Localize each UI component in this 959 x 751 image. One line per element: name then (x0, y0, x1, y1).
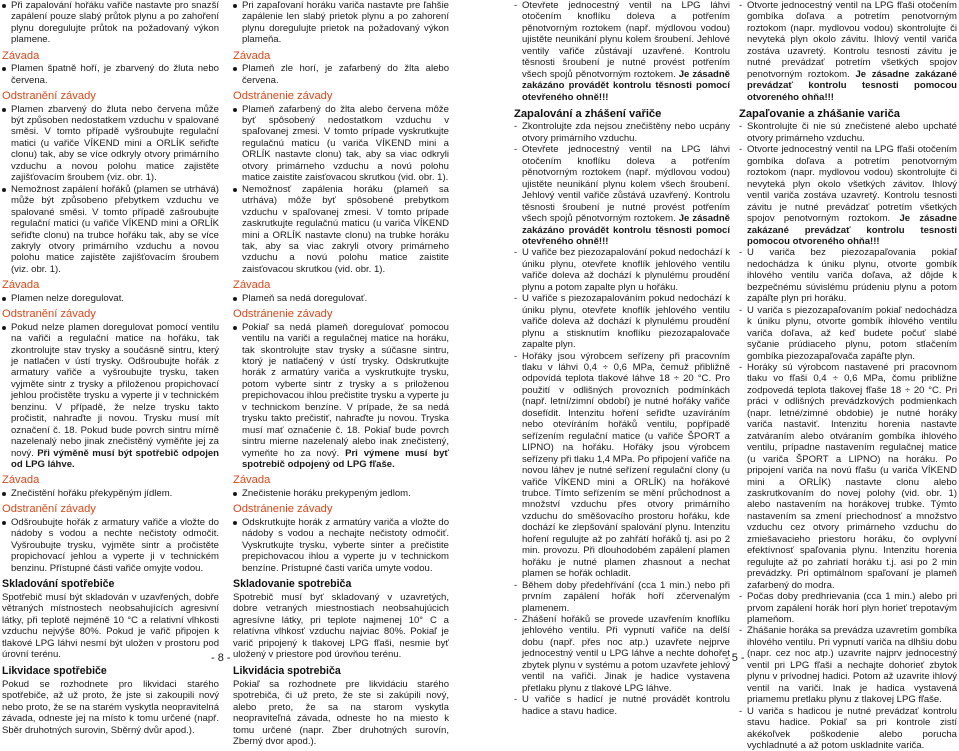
dash-item-no-piezo: - U variča bez piezozapaľovania pokiaľ nedochádza k úniku plynu, otvorte gombík ihlového ventilu variča doľava, až dôjde k bezpečnému súvislému prúdeniu plynu a potom zapáľte plyn pri horáku. (739, 247, 957, 305)
dash-item-hose-check: - U variča s hadicou je nutné prevádzať kontrolu stavu hadice. Pokiaľ sa pri kontrole zistí akékoľvek poškodenie alebo porucha vychladnuté a až potom uskladnite variča. (739, 705, 957, 751)
heading-disposal: Likvidácia spotrebiča (233, 664, 341, 677)
dash-item-leak-check: - Otevřete jednocestný ventil na LPG láhvi otočením knoflíku doleva a potřením pěnotvorným roztokem (např. mýdlovou vodou) ujistěte neunikání plynu kolem šroubení. Jehlové ventily vařiče zůstávají uzavřené. Kontrolu těsnosti šroubení je nutné provést potřením všech spojů pěnotvorným roztokem. Je zásadně zakázáno provádět kontrolu těsnosti pomocí otevřeného ohně!!! (514, 0, 730, 103)
dash-item-extinguish: - Zhášanie horáka sa prevádza uzavretím gombíka ihlového ventilu. Pri vypnutí variča na dlhšiu dobu (napr. cez noc atp.) uzavrite najprv jednocestný ventil pri LPG fľaši a nechajte dohorieť zbytok plynu v prívodnej hadici. Potom až uzavrite ihlový ventil na variči. Inak je hadica vystavená priamemu pretlaku plynu z tlakovej LPG fľaše. (739, 625, 957, 706)
dash-item-open-valve: - Otvorte jednocestný ventil na LPG fľaši otočením gombíka doľava a potretím penotvorným roztokom (napr. mydlovou vodou) skontrolujte či nevyteká plyn okolo všetkých závitov. Ihlový ventil variča zostáva uzavretý. Kontrolu tesnosti závitu je nutné prevádzať potretím všetkých spojov penotvorným roztokom. Je zásadne zakázané prevádzať kontrolu tesnosti pomocou otvoreného ohňa!!! (739, 144, 957, 248)
dash-item-burner-settings: - Horáky sú výrobcom nastavené pri pracovnom tlaku vo fľaši 0,4 ÷ 0,6 MPa, čomu približne zodpovedá teplota tlakovej fľaše 18 ÷ 20 °C. Pri práci v odlišných prevádzkových podmienkach (napr. letné/zimné obdobie) je nutné horáky variča nastaviť. Intenzitu horenia nastavte zatváraním alebo otváraním gombíka ihlového ventilu, prípadne nastavením regulačnej matice (u variča ŠPORT a LIPNO) na horáku. Po pripojení variča na novú fľašu (u variča VÍKEND mini a ORLÍK) nastavte clonu alebo zaskrutkovaním do novej polohy (vid. obr. 1) alebo nastavením na horákovej trubke. Týmto nastavením sa zmení priechodnosť a množstvo vzduchu cez otvory primárneho vzduchu do zmiešavacieho priestoru horáku, čo ovplyvní efektívnosť spaľovania plynu. Intenzitu horenia regulujte až po zahriatí horáku t.j. asi po 2 min prevádzky. Pri optimálnom spaľovaní je plameň zafarbený do modra. (739, 362, 957, 591)
heading-fault-fix: Odstránenie závady (233, 308, 333, 321)
dash-item-burner-settings: - Hořáky jsou výrobcem seřízeny při pracovním tlaku v láhvi 0,4 ÷ 0,6 MPa, čemuž přibližně odpovídá teplota tlakové láhve 18 ÷ 20 °C. Pro použití v odlišných provozních podmínkách (např. letní/zimní období) je nutné hořáky vařiče dosefídit. Intenzitu hoření seřiďte uzavíráním nebo otevíráním hořáků ventilu, popřípadě seřízením regulační matice (u vařiče ŠPORT a LIPNO) na hořáku. Hořáky jsou výrobcem seřízeny při tlaku 1,4 MPa. Po připojení vařiče na novou láhev je nutné seřízení regulační clony (u vařiče VÍKEND mini a ORLÍK) na hořákové trubce. Tímto seřízením se mění průchodnost a množství vzduchu přes otvory primárního vzduchu do směšovacího prostoru hořáku, kde dochází ke zlepšování spalování plynu. Intenzitu hoření regulujte až po zahřátí hořáků tj. asi po 2 min. provozu. Při dlouhodobém zapálení plamen hořáku je nutné plamen zhasnout a nechat plamen se hořák ochladit. (514, 350, 731, 580)
bullet-fault-flame: Plameň zle horí, je zafarbený do žlta alebo červena. (233, 63, 449, 86)
heading-fault-fix: Odstranění závady (2, 503, 96, 516)
bullet-fault-dirty-burner: Znečistenie horáku prekypeným jedlom. (233, 488, 449, 499)
bullet-fix-flame-colour: Plamen zbarvený do žluta nebo červena může být způsoben nedostatkem vzduchu v spalované směsi. V tomto případě vyšroubujte regulační matici (u vařiče VÍKEND mini a ORLÍK seřiďte clonu) tak, aby se více odkryly otvory primárního vzduchu a novou polohu matice zajistěte zajišťovacím šroubem (viz. obr. 1). (2, 104, 219, 184)
heading-ignition: Zapalování a zhášení vařiče (514, 108, 662, 121)
heading-fault: Závada (233, 279, 271, 292)
heading-fault-fix: Odstranění závady (2, 308, 96, 321)
dash-item-check-openings: - Zkontrolujte zda nejsou znečištěny nebo ucpány otvory primárního vzduchu. (514, 121, 730, 144)
paragraph-storage: Spotřebič musí být skladován v uzavřených, dobře větraných místnostech neobsahujících agresivní látky, při teplotě nejméně 10 °C a relativní vlhkosti vzduchu nejvýše 80%. Pokud je vařič připojen k tlakové LPG láhvi nesmí být uložen v prostoru pod úrovní terénu. (2, 592, 219, 661)
heading-storage: Skladovanie spotrebiča (233, 578, 352, 591)
page-number-right: - 5 - (725, 652, 745, 664)
dash-item-piezo: - U variča s piezozapaľovaním pokiaľ nedochádza k úniku plynu, otvorte gombík ihlového ventilu variča doľava, až keď budete počuť slabé syčanie prúdiaceho plynu, potom stlačením gombíka piezozapaľovača zapáľte plyn. (739, 304, 957, 362)
heading-fault-fix: Odstránenie závady (233, 90, 333, 103)
paragraph-storage: Spotrebič musí byť skladovaný v uzavretých, dobre vetraných miestnostiach neobsahujúcich agresívne látky, pri teplote najmenej 10° C a relatívna vlhkosť vzduchu najviac 80%. Pokiaľ je varič pripojený k tlakovej LPG fľaši, nesmie byť uložený v priestore pod úrovňou terénu. (233, 592, 449, 661)
bullet-ignition-tip: Při zapalování hořáku vařiče nastavte pro snazší zapálení pouze slabý průtok plynu a po zahoření plynu doregulujte průtok na požadovaný výkon plamene. (2, 0, 219, 46)
dash-item-preheat: - Během doby předehřívání (cca 1 min.) nebo při prvním zapálení hořák hoří zčervenalým plamenem. (514, 579, 730, 614)
heading-fault: Závada (2, 474, 40, 487)
dash-item-check-openings: - Skontrolujte či nie sú znečistené alebo upchaté otvory primárneho vzduchu. (739, 121, 957, 144)
heading-fault: Závada (2, 279, 40, 292)
bullet-fix-cleaning: Odskrutkujte horák z armatúry variča a vložte do nádoby s vodou a nechajte nečistoty odmočiť. Vyskrutkujte trysku, vyberte sinter a prečistite prepichovacou ihlou a vyperte ju v technickom benzíne. Prístupné časti variča umyte vodou. (233, 517, 449, 574)
bullet-fix-flame-colour: Plameň zafarbený do žlta alebo červena môže byť spôsobený nedostatkom vzduchu v spaľovanej zmesi. V tomto prípade vyskrutkujte regulačnú maticu (u variča VÍKEND mini a ORLÍK nastavte clonu) tak, aby sa viac odkryli otvory primárneho vzduchu a novú polohu matice zaistite zaisťovacou skrutkou (vid. obr. 1). (233, 104, 449, 184)
paragraph-disposal: Pokud se rozhodnete pro likvidaci starého spotřebiče, až už proto, že jste si zakoupili nový nebo proto, že se na starém vyskytla neopravitelná závada, odneste jej na místo k tomu určené (např. Sběr druhotných surovin, Sběrný dvůr apod.). (2, 678, 219, 736)
heading-fault: Závada (233, 49, 271, 62)
bullet-fix-ignition: Nemožnost zapálení hořáků (plamen se utrhává) může být způsobeno přebytkem vzduchu ve spalované směsi. V tomto případě zašroubujte regulační matici (u vařiče VÍKEND mini a ORLÍK seřiďte clonu) na trubce hořáku tak, aby se více zakryly otvory primárního vzduchu a novou polohu matice zajistěte zajišťovacím šroubem (viz. obr. 1). (2, 184, 219, 276)
heading-storage: Skladování spotřebiče (2, 578, 115, 591)
dash-item-piezo: - U vařiče s piezozapalováním pokud nedochází k úniku plynu, otevřete knoflík jehlového ventilu vařiče doleva až dochází k plynulému proudění plynu a stisknutím knoflíku piezozapalovače zapalte plyn. (514, 293, 730, 351)
dash-item-extinguish: - Zhášení hořáků se provede uzavřením knoflíku jehlového ventilu. Při vypnutí vařiče na delší dobu (např. přes noc atp.) uzavřete nejprve jednocestný ventil u LPG láhve a nechte dohořet zbytek plynu v systému a potom uzavřete jehlový ventil na vařiči. Jinak je hadice vystavena přetlaku plynu z tlakové LPG láhve. (514, 613, 730, 694)
column-slovak-troubleshooting (233, 0, 449, 747)
heading-disposal: Likvidace spotřebiče (2, 664, 107, 677)
heading-ignition: Zapaľovanie a zhášanie variča (739, 108, 901, 121)
bullet-ignition-tip: Pri zapaľovaní horáku variča nastavte pre ľahšie zapálenie len slabý prietok plynu a po zahorení plynu doregulujte prietok na požadovaný výkon plameňa. (233, 0, 449, 46)
heading-fault: Závada (2, 49, 40, 62)
dash-item-no-piezo: - U vařiče bez piezozapalování pokud nedochází k úniku plynu, otevřete knoflík jehlového ventilu vařiče doleva až dochází k plynulému proudění plynu a potom zapalte plyn u hořáku. (514, 247, 730, 293)
dash-item-hose-check: - U vařiče s hadicí je nutné provádět kontrolu hadice a stavu hadice. (514, 694, 730, 717)
heading-fault: Závada (233, 474, 271, 487)
paragraph-disposal: Pokiaľ sa rozhodnete pre likvidáciu starého spotrebiča, či už preto, že ste si zakúpili nový, alebo preto, že sa na starom vyskytla neopraviteľná závada, odneste ho na miesto k tomu určené (napr. Zber druhotných surovín, Zberný dvor apod.). (233, 678, 449, 747)
column-czech-troubleshooting (2, 0, 219, 736)
dash-item-open-valve: - Otevřete jednocestný ventil na LPG láhvi otočením knoflíku doleva a potřením pěnotvorným roztokem (např. mýdlovou vodou) ujistěte neunikání plynu kolem všech šroubení. Jehlový ventil vařiče zůstává uzavřený. Kontrolu těsnosti šroubení je nutné provést potřením všech spojů pěnotvorným roztokem. Je zásadně zakázáno provádět kontrolu těsnosti pomocí otevřeného ohně!!! (514, 144, 730, 248)
page-number-left: - 8 - (211, 652, 231, 664)
dash-item-leak-check: - Otvorte jednocestný ventil na LPG fľaši otočením gombíka doľava a potretím penotvorným roztokom (napr. mydlovou vodou) skontrolujte či nevyteká plyn okolo závitu. Ihlový ventil variča zostáva uzavretý. Kontrolu tesnosti závitu je nutné prevádzať potretím všetkých spojov penotvorným roztokom. Je zásadne zakázané prevádzať kontrolu tesnosti pomocou otvoreného ohňa!!! (739, 0, 957, 103)
bullet-fix-nozzle: Pokud nelze plamen doregulovat pomocí ventilu na vařiči a regulační matice na hořáku, tak zkontrolujte stav trysky a součásně sintru, který je natlačen v ústí trysky. Odšroubujte hořák z armatury vařiče a vyšroubujte trysku, taken vyjměte sintr z trysky a přiloženou propichovací jehlou pročistěte trysku a vyperte ji v technickém benzinu. V případě, že nelze trysku takto pročistit, nahraďte ji novou. Trysku musí mít označení č. 18. Pokud bude povrch sintru mírně nazelenalý nebo jinak znečistěný vyměňte jej za nový. Při výměně musí být spotřebič odpojen od LPG láhve. (2, 322, 219, 471)
column-czech-ignition (514, 0, 730, 717)
bullet-fault-regulation: Plamen nelze doregulovat. (2, 293, 219, 304)
bullet-fault-regulation: Plameň sa nedá doregulovať. (233, 293, 449, 304)
bullet-fix-ignition: Nemožnosť zapálenia horáku (plameň sa utrháva) môže byť spôsobené prebytkom vzduchu v spaľovanej zmesi. V tomto prípade zaskrutkujte regulačnú maticu (u variča VÍKEND mini a ORLÍK nastavte clonu) na trubke horáku tak, aby sa viac zakryli otvory primárneho vzduchu a novú polohu matice zaistite zaisťovacou skrutkou (vid. obr. 1). (233, 184, 449, 276)
bullet-fix-nozzle: Pokiaľ sa nedá plameň doregulovať pomocou ventilu na variči a regulačnej matice na horáku, tak skontrolujte stav trysky a súčasne sintru, ktorý je natlačený v ústí trysky. Odskrutkujte horák z armatúry variča a vyskrutkujte trysku, potom vyberte sintr z trysky a s priloženou prepichovacou ihlou prečistite trysku a vyperte ju v technickom benzíne. V prípade, že sa nedá trysku takto prečistiť, nahraďte ju novou. Tryska musí mať označenie č. 18. Pokiaľ bude povrch sintru mierne nazelenalý alebo inak znečistený, vymeňte ho za nový. Pri výmene musí byť spotrebič odpojený od LPG fľaše. (233, 322, 449, 471)
dash-item-preheat: - Počas doby predhrievania (cca 1 min.) alebo pri prvom zapálení horák horí plyn horieť trepotavým plameňom. (739, 591, 957, 625)
heading-fault-fix: Odstránenie závady (233, 503, 333, 516)
bullet-fix-cleaning: Odšroubujte hořák z armatury vařiče a vložte do nádoby s vodou a nechte nečistoty odmočit. Vyšroubujte trysku, vyjměte sintr a pročistěte propichovací jehlou a vyperte ji v technickém benzinu. Přístupné části vařiče omyjte vodou. (2, 517, 219, 574)
bullet-fault-flame: Plamen špatně hoří, je zbarvený do žluta nebo červena. (2, 63, 219, 86)
column-slovak-ignition (739, 0, 957, 751)
heading-fault-fix: Odstranění závady (2, 90, 96, 103)
bullet-fault-dirty-burner: Znečistění hořáku překypěným jídlem. (2, 488, 219, 499)
